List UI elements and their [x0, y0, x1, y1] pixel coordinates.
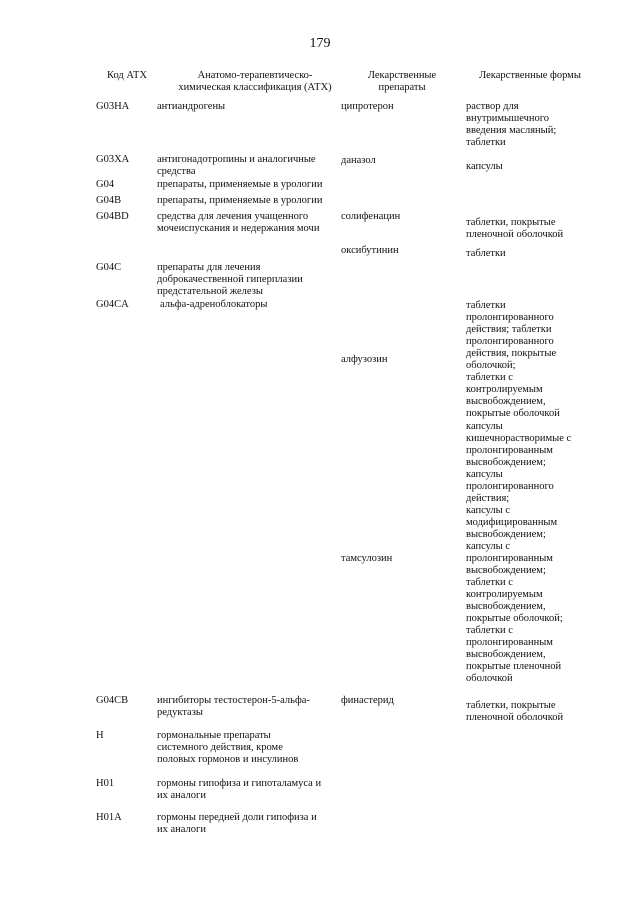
atx-classification: препараты, применяемые в урологии: [157, 195, 323, 206]
atx-code: H01: [96, 778, 115, 789]
dosage-forms: таблетки, покрытые пленочной оболочкой: [466, 217, 564, 240]
atx-classification: гормоны гипофиза и гипоталамуса и их аналоги: [157, 778, 322, 801]
dosage-forms: таблетки: [466, 248, 506, 259]
atx-classification: препараты для лечения доброкачественной гиперплазии предстательной железы: [157, 262, 303, 297]
atx-code: G04CA: [96, 299, 129, 310]
atx-classification: средства для лечения учащенного мочеиспускания и недержания мочи: [157, 211, 320, 234]
drug-name: даназол: [341, 155, 376, 166]
dosage-forms: капсулы кишечнорастворимые с пролонгированным высвобождением; капсулы пролонгированного действия; капсулы с модифицированным высвобождением; капсулы с пролонгированным высвобождением; таблетки с контролируемым высвобождением, покрытые оболочкой; таблетки с пролонгированным высвобождением, покрытые пленочной оболочкой: [466, 421, 572, 684]
drug-name: тамсулозин: [341, 553, 393, 564]
atx-code: G04BD: [96, 211, 129, 222]
page-number: 179: [309, 36, 331, 51]
drug-name: финастерид: [341, 695, 394, 706]
header-classification: Анатомо-терапевтическо- химическая классификация (АТХ): [178, 70, 332, 93]
atx-classification: гормоны передней доли гипофиза и их аналоги: [157, 812, 317, 835]
dosage-forms: раствор для внутримышечного введения масляный; таблетки: [466, 101, 557, 148]
atx-code: G04CB: [96, 695, 129, 706]
dosage-forms: таблетки пролонгированного действия; таблетки пролонгированного действия, покрытые оболочкой; таблетки с контролируемым высвобождением, покрытые оболочкой: [466, 300, 560, 419]
atx-classification: антиандрогены: [157, 101, 226, 112]
atx-classification: альфа-адреноблокаторы: [160, 299, 268, 310]
drug-name: ципротерон: [341, 101, 394, 112]
drug-name: оксибутинин: [341, 245, 399, 256]
atx-code: H: [96, 730, 104, 741]
atx-code: H01A: [96, 812, 122, 823]
dosage-forms: таблетки, покрытые пленочной оболочкой: [466, 700, 564, 723]
header-forms: Лекарственные формы: [479, 70, 581, 81]
atx-code: G04B: [96, 195, 122, 206]
atx-classification: препараты, применяемые в урологии: [157, 179, 323, 190]
atx-code: G03XA: [96, 154, 130, 165]
atx-code: G04C: [96, 262, 122, 273]
atx-classification: ингибиторы тестостерон-5-альфа- редуктазы: [157, 695, 310, 718]
atx-classification: гормональные препараты системного действия, кроме половых гормонов и инсулинов: [157, 730, 299, 765]
drug-name: алфузозин: [341, 354, 388, 365]
dosage-forms: капсулы: [466, 161, 503, 172]
header-drugs: Лекарственные препараты: [367, 70, 437, 93]
atx-classification: антигонадотропины и аналогичные средства: [157, 154, 316, 177]
atx-code: G03HA: [96, 101, 130, 112]
atx-code: G04: [96, 179, 115, 190]
header-code: Код АТХ: [106, 70, 148, 81]
drug-name: солифенацин: [341, 211, 401, 222]
